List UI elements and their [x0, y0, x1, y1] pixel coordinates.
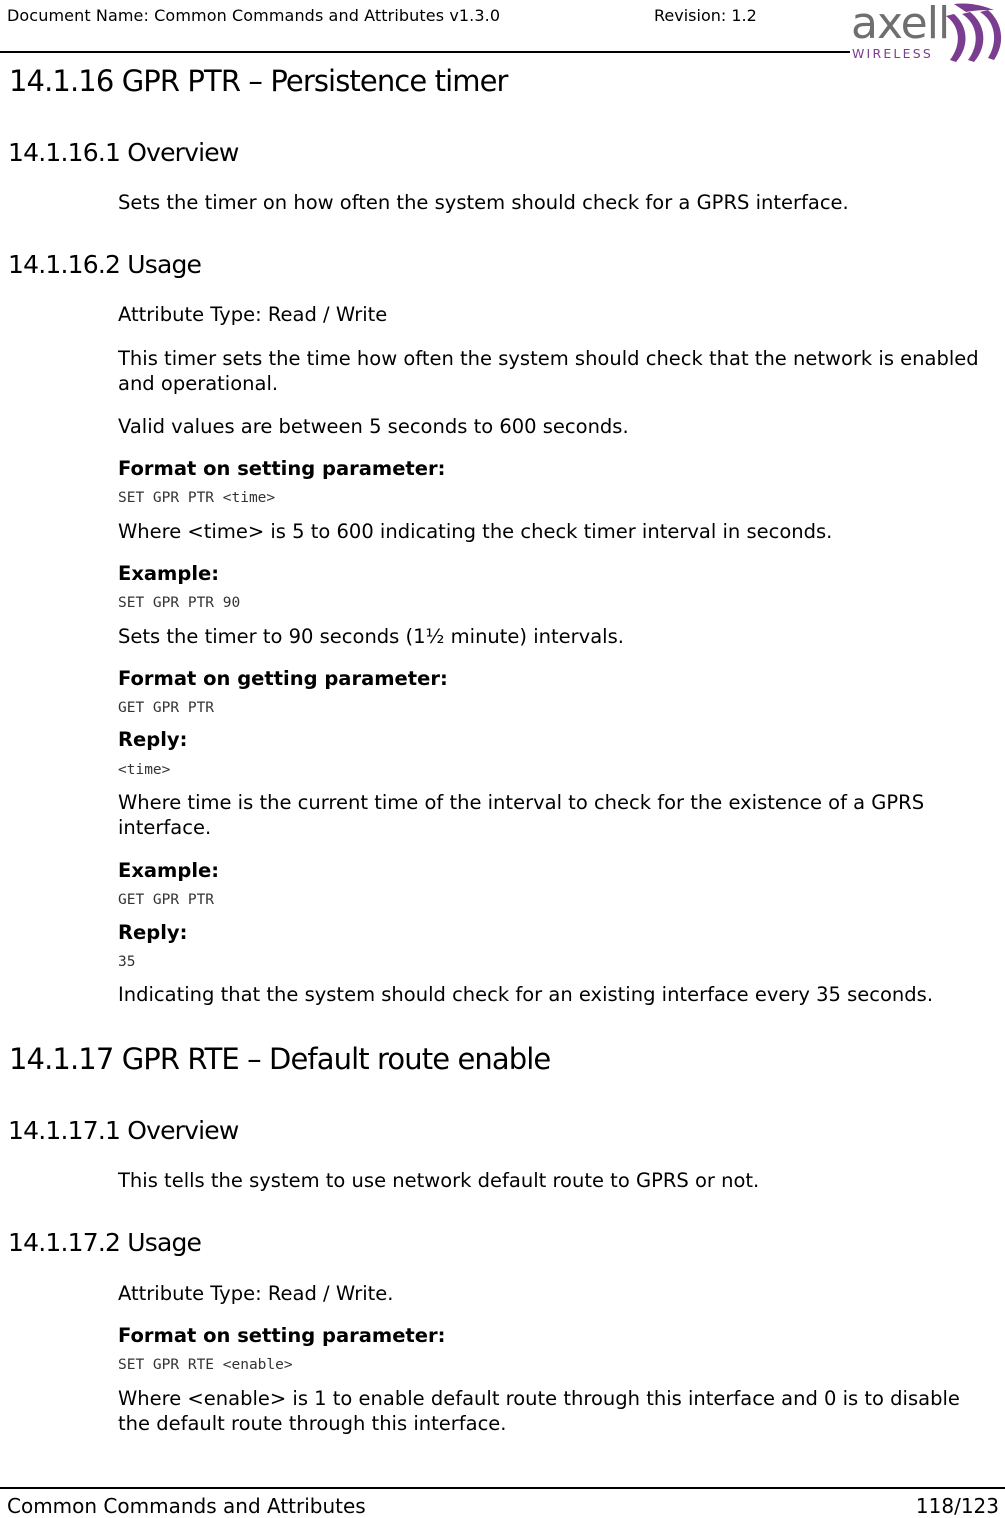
reply-label: Reply:: [118, 728, 188, 751]
format-set-description: Where <enable> is 1 to enable default route through this interface and 0 is to disable the default route through this interface.: [118, 1387, 960, 1435]
attribute-type: Attribute Type: Read / Write: [118, 303, 388, 326]
format-set-label: Format on setting parameter:: [118, 1324, 446, 1347]
footer-title: Common Commands and Attributes: [7, 1494, 366, 1518]
logo-swoosh-icon: [940, 0, 1004, 66]
reply-code: <time>: [118, 762, 171, 778]
reply-code: 35: [118, 954, 136, 970]
document-name: Document Name: Common Commands and Attributes v1.3.0: [7, 6, 501, 25]
footer-rule: [0, 1487, 1005, 1489]
overview-text: This tells the system to use network default route to GPRS or not.: [118, 1169, 760, 1192]
format-get-label: Format on getting parameter:: [118, 667, 448, 690]
description-text: This timer sets the time how often the system should check that the network is enabled and operational.: [118, 347, 979, 395]
subheading-overview: 14.1.17.1 Overview: [8, 1116, 239, 1145]
logo-wordmark: axell: [851, 0, 950, 49]
reply-description: Indicating that the system should check for an existing interface every 35 seconds.: [118, 983, 934, 1006]
format-get-code: GET GPR PTR: [118, 700, 215, 716]
header-rule: [0, 51, 850, 53]
format-set-code: SET GPR PTR <time>: [118, 490, 276, 506]
example-label: Example:: [118, 562, 220, 585]
overview-text: Sets the timer on how often the system should check for a GPRS interface.: [118, 191, 849, 214]
attribute-type: Attribute Type: Read / Write.: [118, 1282, 394, 1305]
revision: Revision: 1.2: [654, 6, 757, 25]
valid-values-text: Valid values are between 5 seconds to 600 seconds.: [118, 415, 629, 438]
company-logo: [848, 0, 1005, 66]
section-heading-gpr-rte: 14.1.17 GPR RTE – Default route enable: [9, 1042, 551, 1076]
example-code: GET GPR PTR: [118, 892, 215, 908]
page-number: 118/123: [915, 1494, 999, 1518]
example-description: Sets the timer to 90 seconds (1½ minute) intervals.: [118, 625, 624, 648]
format-set-label: Format on setting parameter:: [118, 457, 446, 480]
logo-subtext: WIRELESS: [852, 46, 933, 61]
subheading-usage: 14.1.16.2 Usage: [8, 250, 202, 279]
example-code: SET GPR PTR 90: [118, 595, 241, 611]
example-label: Example:: [118, 859, 220, 882]
format-set-description: Where <time> is 5 to 600 indicating the check timer interval in seconds.: [118, 520, 833, 543]
page-header: [0, 0, 1005, 66]
reply-description: Where time is the current time of the interval to check for the existence of a GPRS interface.: [118, 791, 925, 839]
subheading-usage: 14.1.17.2 Usage: [8, 1228, 202, 1257]
subheading-overview: 14.1.16.1 Overview: [8, 138, 239, 167]
section-heading-gpr-ptr: 14.1.16 GPR PTR – Persistence timer: [9, 64, 508, 98]
format-set-code: SET GPR RTE <enable>: [118, 1357, 293, 1373]
reply-label: Reply:: [118, 921, 188, 944]
